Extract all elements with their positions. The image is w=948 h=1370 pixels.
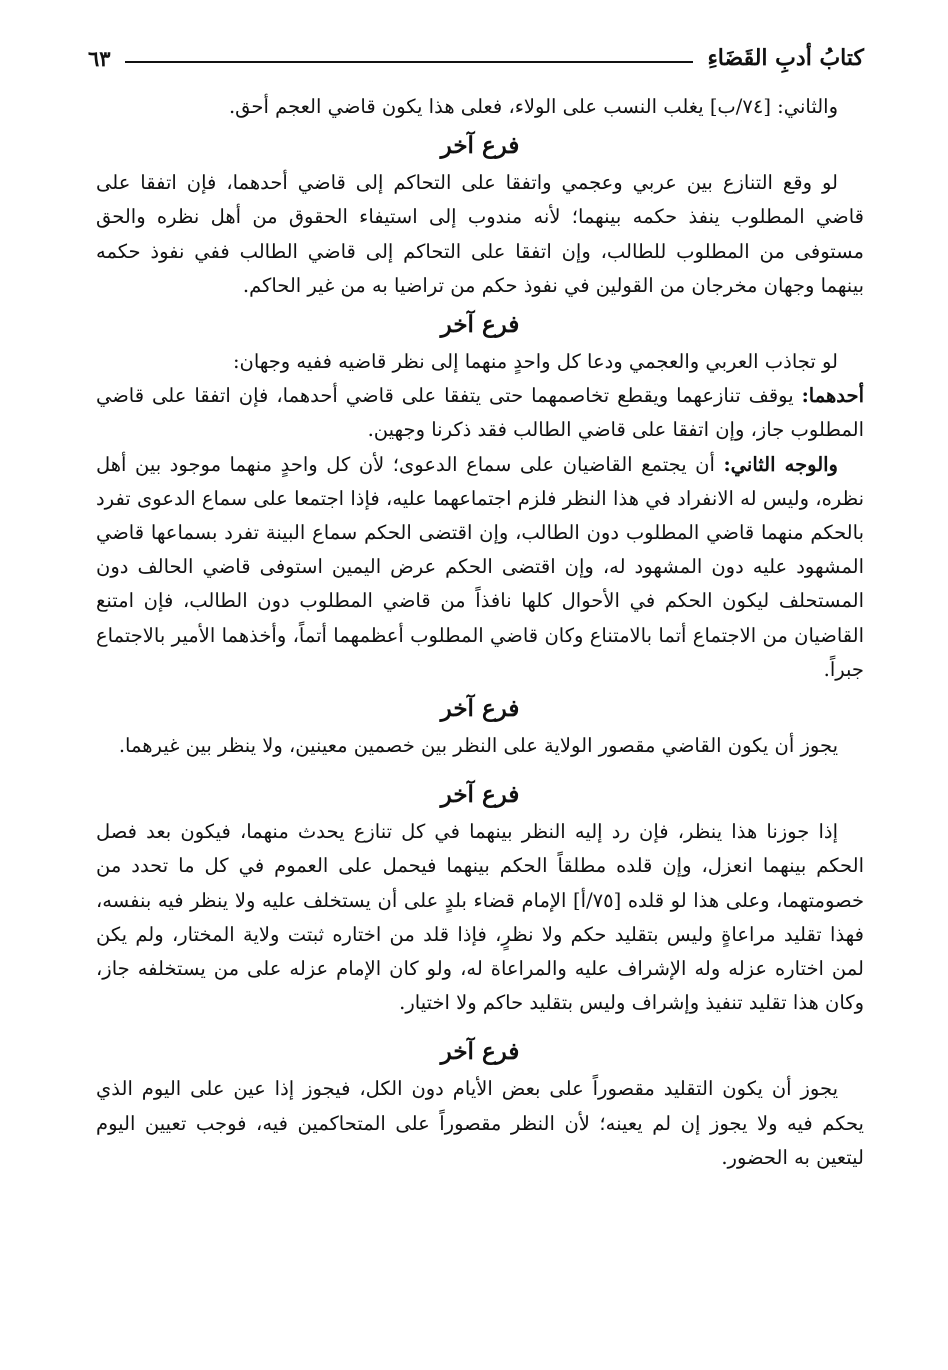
paragraph-text: أن يجتمع القاضيان على سماع الدعوى؛ لأن كل واحدٍ منهما موجود بين أهل نظره، وليس له الانفراد في هذا النظر فلزم اجتماعهما عليه، فإذا اجتمعا على سماع الدعوى تفرد بالحكم منهما قاضي المطلوب دون الطالب، وإن اقتضى الحكم سماع البينة تفرد بسماعها قاضي المشهود عليه دون المشهود له، وإن اقتضى الحكم عرض اليمين استوفى قاضي الحالف دون المستحلف ليكون الحكم في الأحوال كلها نافذاً من قاضي المطلوب دون الطالب، فإن امتنع القاضيان من الاجتماع أتما بالامتناع وكان قاضي المطلوب أعظمهما أتماً، وأخذهما الأمير بالاجتماع جبراً. (96, 452, 864, 681)
paragraph (96, 379, 864, 447)
paragraph-text: يوقف تنازعهما ويقطع تخاصمهما حتى يتفقا على قاضي أحدهما، فإن اتفقا على قاضي المطلوب جاز، وإن اتفقا على قاضي الطالب فقد ذكرنا وجهين. (96, 384, 864, 442)
section-title: فرع آخر (440, 311, 520, 339)
section-title: فرع آخر (440, 781, 520, 809)
header-rule (125, 61, 694, 63)
paragraph (96, 345, 864, 379)
paragraph-text: لو تجاذب العربي والعجمي ودعا كل واحدٍ منهما إلى نظر قاضيه ففيه وجهان: (232, 350, 838, 374)
paragraph-text: يجوز أن يكون القاضي مقصور الولاية على النظر بين خصمين معينين، ولا ينظر بين غيرهما. (118, 734, 838, 758)
paragraph-text: لو وقع التنازع بين عربي وعجمي واتفقا على التحاكم إلى قاضي أحدهما، فإن اتفقا على قاضي المطلوب ينفذ حكمه بينهما؛ لأنه مندوب إلى استيفاء الحقوق من أهل نظره والحق مستوفى من المطلوب للطالب، وإن اتفقا على التحاكم إلى قاضي الطالب ففي نفوذ حكمه بينهما وجهان مخرجان من القولين في نفوذ حكم من تراضيا به من غير الحاكم. (96, 171, 864, 297)
page-number: ٦٣ (88, 45, 111, 71)
paragraph-lead: أحدهما: (801, 384, 865, 408)
page-body (96, 90, 864, 1175)
paragraph (96, 448, 864, 687)
paragraph (96, 166, 864, 303)
book-title: كتابُ أدبِ القَضَاءِ (707, 45, 864, 71)
paragraph (96, 815, 864, 1020)
paragraph (96, 729, 864, 763)
section-title: فرع آخر (440, 695, 520, 723)
paragraph-text: والثاني: [٧٤/ب] يغلب النسب على الولاء، فعلى هذا يكون قاضي العجم أحق. (228, 95, 838, 118)
paragraph-lead: والوجه الثاني: (723, 452, 838, 476)
paragraph (96, 90, 864, 124)
paragraph-text: يجوز أن يكون التقليد مقصوراً على بعض الأيام دون الكل، فيجوز إذا عين على اليوم الذي يحكم فيه ولا يجوز إن لم يعينه؛ لأن النظر مقصوراً على المتحاكمين فيه، فوجب تعيين اليوم ليتعين به الحضور. (96, 1077, 864, 1169)
section-title: فرع آخر (440, 1038, 520, 1066)
section-title: فرع آخر (440, 132, 520, 160)
paragraph (96, 1072, 864, 1175)
paragraph-text: إذا جوزنا هذا ينظر، فإن رد إليه النظر بينهما في كل تنازع يحدث منهما، فيكون بعد فصل الحكم بينهما انعزل، وإن قلده مطلقاً الحكم بينهما فيحمل على العموم في كل ما تحدد من خصومتهما، وعلى هذا لو قلده [٧٥/أ] الإمام قضاء بلدٍ على أن يستخلف عليه ولا ينظر فيه بنفسه، فهذا تقليد مراعاةٍ وليس بتقليد حكم ولا نظرٍ، فإذا قلد من اختاره ثبتت ولاية المختار، ولم يكن لمن اختاره عزله وله الإشراف عليه والمراعاة له، ولو كان الإمام عزله على من يستخلفه جاز، وكان هذا تقليد تنفيذ وإشراف وليس بتقليد حاكم ولا اختيار. (96, 820, 865, 1015)
page-header (88, 36, 864, 80)
